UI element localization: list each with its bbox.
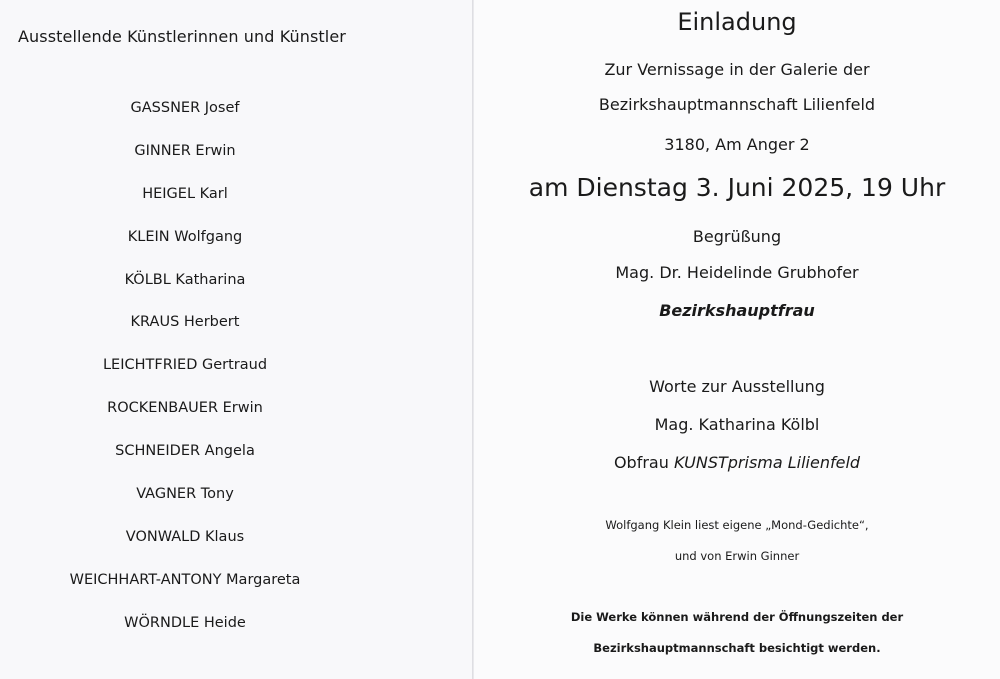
words-role-prefix: Obfrau bbox=[613, 453, 674, 472]
venue-line-1: Zur Vernissage in der Galerie der bbox=[604, 60, 870, 79]
artist-name: KLEIN Wolfgang bbox=[127, 228, 243, 245]
words-label: Worte zur Ausstellung bbox=[649, 377, 825, 396]
greeting-label: Begrüßung bbox=[692, 227, 782, 246]
invitation-title: Einladung bbox=[677, 8, 797, 36]
event-date: am Dienstag 3. Juni 2025, 19 Uhr bbox=[528, 173, 946, 202]
note-line-2: Bezirkshauptmannschaft besichtigt werden. bbox=[593, 641, 881, 655]
greeting-person: Mag. Dr. Heidelinde Grubhofer bbox=[615, 263, 859, 282]
left-page bbox=[0, 0, 472, 679]
reading-line-1: Wolfgang Klein liest eigene „Mond-Gedichte“, bbox=[605, 518, 869, 532]
artist-name: KRAUS Herbert bbox=[130, 314, 240, 331]
artist-name: GASSNER Josef bbox=[130, 100, 240, 116]
right-page bbox=[474, 0, 1000, 679]
artist-name: GINNER Erwin bbox=[134, 142, 236, 159]
reading-line-2: und von Erwin Ginner bbox=[674, 549, 800, 563]
artist-name: WEICHHART-ANTONY Margareta bbox=[69, 571, 301, 588]
artist-list bbox=[0, 96, 370, 654]
venue-address: 3180, Am Anger 2 bbox=[664, 135, 810, 154]
artist-name: VAGNER Tony bbox=[136, 486, 234, 503]
artist-name: WÖRNDLE Heide bbox=[124, 614, 246, 631]
artist-name: LEICHTFRIED Gertraud bbox=[102, 357, 268, 374]
artist-name: KÖLBL Katharina bbox=[124, 271, 246, 288]
venue-line-2: Bezirkshauptmannschaft Lilienfeld bbox=[598, 95, 876, 114]
words-role bbox=[474, 453, 1000, 472]
artist-name: HEIGEL Karl bbox=[142, 185, 228, 202]
artist-name: VONWALD Klaus bbox=[125, 528, 245, 545]
note-line-1: Die Werke können während der Öffnungszeiten der bbox=[570, 610, 904, 624]
words-person: Mag. Katharina Kölbl bbox=[654, 415, 820, 434]
artists-heading: Ausstellende Künstlerinnen und Künstler bbox=[18, 27, 346, 46]
greeting-role: Bezirkshauptfrau bbox=[659, 301, 815, 320]
words-role-org: KUNSTprisma Lilienfeld bbox=[673, 453, 861, 472]
artist-name: SCHNEIDER Angela bbox=[115, 443, 255, 460]
artist-name: ROCKENBAUER Erwin bbox=[107, 400, 263, 417]
